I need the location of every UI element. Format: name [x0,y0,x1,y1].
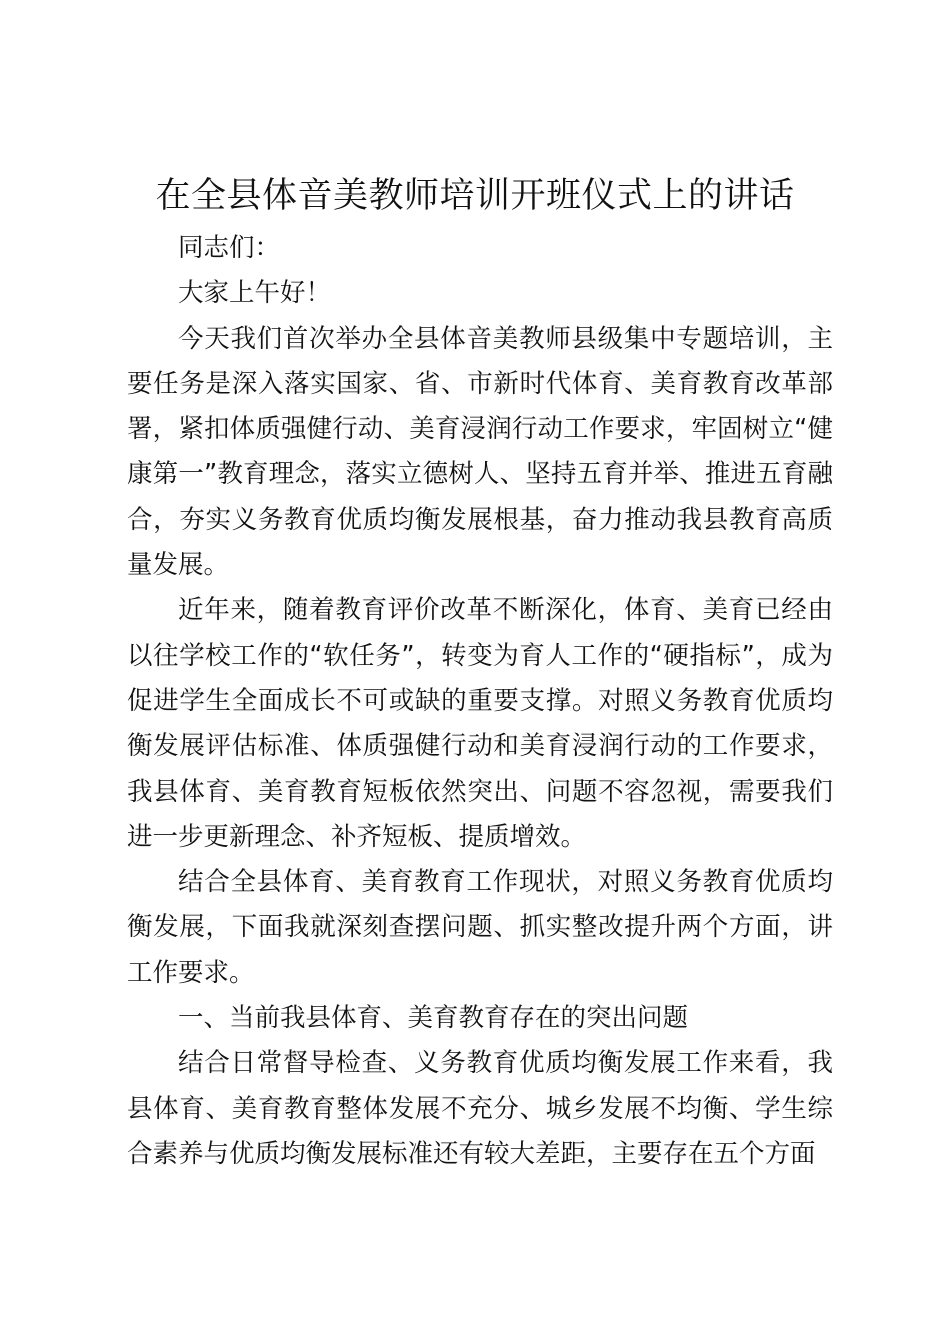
salutation: 同志们： [178,233,281,263]
body-paragraph-3: 结合全县体育、美育教育工作现状，对照义务教育优质均衡发展，下面我就深刻查摆问题、抓实整改提升两个方面，讲工作要求。 [127,867,833,988]
greeting: 大家上午好！ [178,278,332,309]
body-paragraph-1: 今天我们首次举办全县体音美教师县级集中专题培训，主要任务是深入落实国家、省、市新时代体育、美育教育改革部署，紧扣体质强健行动、美育浸润行动工作要求，牢固树立“健康第一”教育理念，落实立德树人、坚持五育并举、推进五育融合，夯实义务教育优质均衡发展根基，奋力推动我县教育高质量发展。 [127,323,833,581]
document-title: 在全县体音美教师培训开班仪式上的讲话 [155,176,795,216]
section-paragraph: 结合日常督导检查、义务教育优质均衡发展工作来看，我县体育、美育教育整体发展不充分、城乡发展不均衡、学生综合素养与优质均衡发展标准还有较大差距，主要存在五个方面 [127,1048,833,1169]
document-body [127,226,833,1177]
section-heading: 一、当前我县体育、美育教育存在的突出问题 [178,1003,689,1034]
body-paragraph-2: 近年来，随着教育评价改革不断深化，体育、美育已经由以往学校工作的“软任务”，转变为育人工作的“硬指标”，成为促进学生全面成长不可或缺的重要支撑。对照义务教育优质均衡发展评估标准、体质强健行动和美育浸润行动的工作要求，我县体育、美育教育短板依然突出、问题不容忽视，需要我们进一步更新理念、补齐短板、提质增效。 [127,595,833,852]
